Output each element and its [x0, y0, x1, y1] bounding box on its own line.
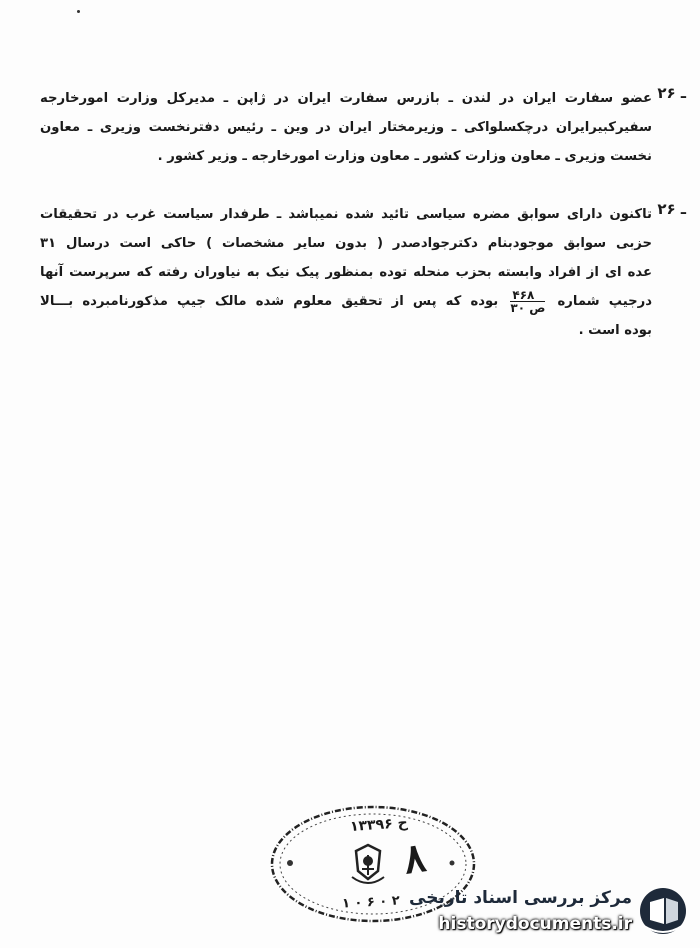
text-line: عضو سفارت ایران در لندن ـ بازرس سفارت ایران در ژاپن ـ مدیرکل وزارت امورخارجه: [40, 91, 652, 106]
text-line: بوده است .: [578, 323, 652, 338]
fraction-numerator: ۴۶۸: [510, 289, 545, 302]
stamp-code: ۱۳۳۹۶ ح: [349, 815, 409, 835]
text-line: حزبی سوابق موجودبنام دکترجوادصدر ( بدون سایر مشخصات ) حاکی است درسال ۳۱: [40, 236, 652, 251]
emblem-icon: [352, 845, 384, 883]
stamp-serial: ۱ ۰ ۶ ۰ ۲: [341, 893, 401, 912]
text-segment: بوده که پس از تحقیق معلوم شده مالک جیپ مذکورنامبرده بـــالا: [40, 294, 499, 309]
item-number: ۲۶ ـ: [657, 200, 686, 218]
text-line: نخست وزیری ـ معاون وزارت کشور ـ معاون وزارت امورخارجه ـ وزیر کشور .: [157, 149, 652, 164]
stamp-digit: ۸: [400, 833, 429, 884]
watermark: [409, 878, 694, 944]
watermark-url: historydocuments.ir: [438, 914, 632, 934]
paper-speck: [77, 10, 80, 13]
text-line: عده ای از افراد وابسته بحزب منحله توده بمنظور پیک نیک به نیاوران رفته که سرپرست آنها: [40, 265, 652, 280]
text-segment: درجیپ شماره: [557, 294, 652, 309]
document-item-2: [40, 200, 686, 345]
text-line-with-plate: [40, 287, 652, 316]
watermark-title: مرکز بررسی اسناد تاریخی: [409, 888, 632, 908]
item-number: ۲۶ ـ: [657, 84, 686, 102]
plate-fraction: [510, 289, 545, 314]
document-item-1: [40, 84, 686, 171]
text-line: تاکنون دارای سوابق مضره سیاسی تائید شده نمیباشد ـ طرفدار سیاست غرب در تحقیقات: [40, 207, 652, 222]
text-line: سفیرکبیرایران درچکسلواکی ـ وزیرمختار ایران در وین ـ رئیس دفترنخست وزیری ـ معاون: [40, 120, 652, 135]
fraction-denominator: ۳۰ ص: [510, 300, 546, 315]
archive-logo-icon: [638, 886, 688, 936]
